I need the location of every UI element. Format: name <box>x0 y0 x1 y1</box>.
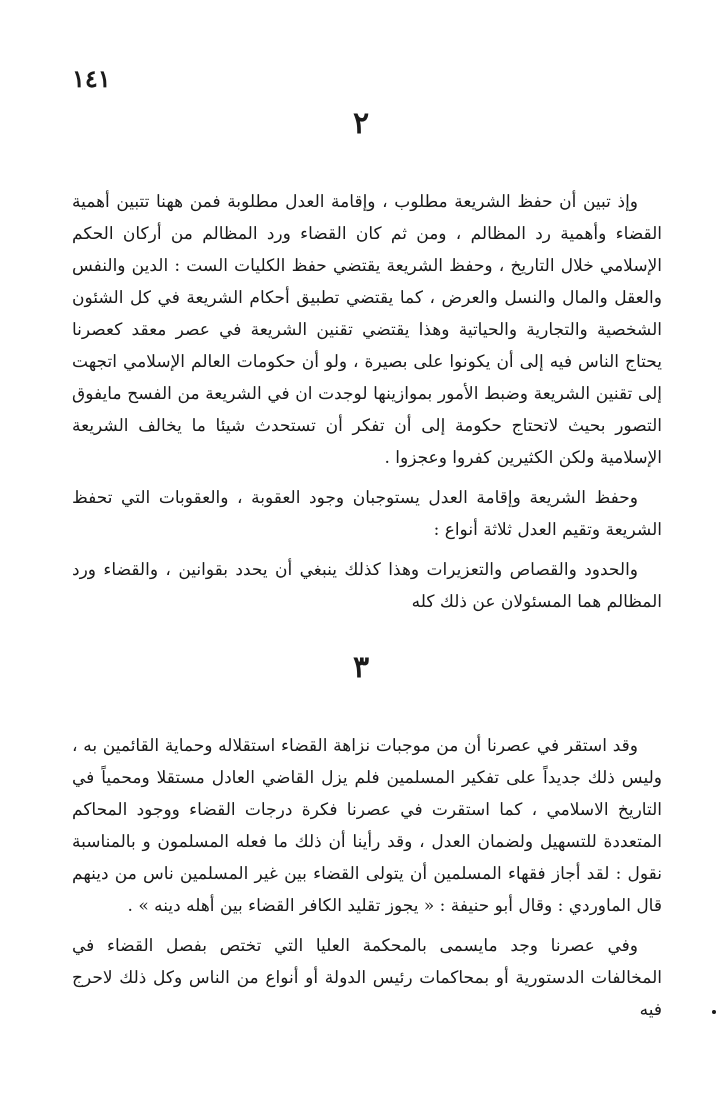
section-3-body <box>72 730 662 1034</box>
paragraph: والحدود والقصاص والتعزيرات وهذا كذلك ينبغي أن يحدد بقوانين ، والقضاء ورد المظالم هما المسئولان عن ذلك كله <box>72 560 662 612</box>
section-number-2: ٢ <box>352 106 370 141</box>
page-number: ١٤١ <box>72 64 111 93</box>
section-number-3: ٣ <box>352 650 370 685</box>
section-2-body <box>72 186 662 626</box>
paragraph: وحفظ الشريعة وإقامة العدل يستوجبان وجود العقوبة ، والعقوبات التي تحفظ الشريعة وتقيم العدل ثلاثة أنواع : <box>72 488 662 540</box>
scan-mark <box>712 1010 716 1014</box>
paragraph: وقد استقر في عصرنا أن من موجبات نزاهة القضاء استقلاله وحماية القائمين به ، وليس ذلك جديداً على تفكير المسلمين فلم يزل القاضي العادل مستقلا ومحمياً في التاريخ الاسلامي ، كما استقرت في عصرنا فكرة درجات القضاء ووجود المحاكم المتعددة للتسهيل ولضمان العدل ، وقد رأينا أن ذلك ما فعله المسلمون و بالمناسبة نقول : لقد أجاز فقهاء المسلمين أن يتولى القضاء بين غير المسلمين ناس من دينهم قال الماوردي : وقال أبو حنيفة : « يجوز تقليد الكافر القضاء بين أهله دينه » . <box>72 736 662 916</box>
paragraph: وإذ تبين أن حفظ الشريعة مطلوب ، وإقامة العدل مطلوبة فمن ههنا تتبين أهمية القضاء وأهمية رد المظالم ، ومن ثم كان القضاء ورد المظالم من أركان الحكم الإسلامي خلال التاريخ ، وحفظ الشريعة يقتضي حفظ الكليات الست : الدين والنفس والعقل والمال والنسل والعرض ، كما يقتضي تطبيق أحكام الشريعة في كل الشئون الشخصية والتجارية والحياتية وهذا يقتضي تقنين الشريعة في عصر معقد كعصرنا يحتاج الناس فيه إلى أن يكونوا على بصيرة ، ولو أن حكومات العالم الإسلامي اتجهت إلى تقنين الشريعة وضبط الأمور بموازينها لوجدت ان في الشريعة من الفسح مايفوق التصور بحيث لاتحتاج حكومة إلى أن تفكر أن تستحدث شيئا ما يخالف الشريعة الإسلامية ولكن الكثيرين كفروا وعجزوا . <box>72 192 662 468</box>
paragraph: وفي عصرنا وجد مايسمى بالمحكمة العليا التي تختص بفصل القضاء في المخالفات الدستورية أو بمحاكمات رئيس الدولة أو أنواع من الناس وكل ذلك لاحرج فيه <box>72 936 662 1020</box>
